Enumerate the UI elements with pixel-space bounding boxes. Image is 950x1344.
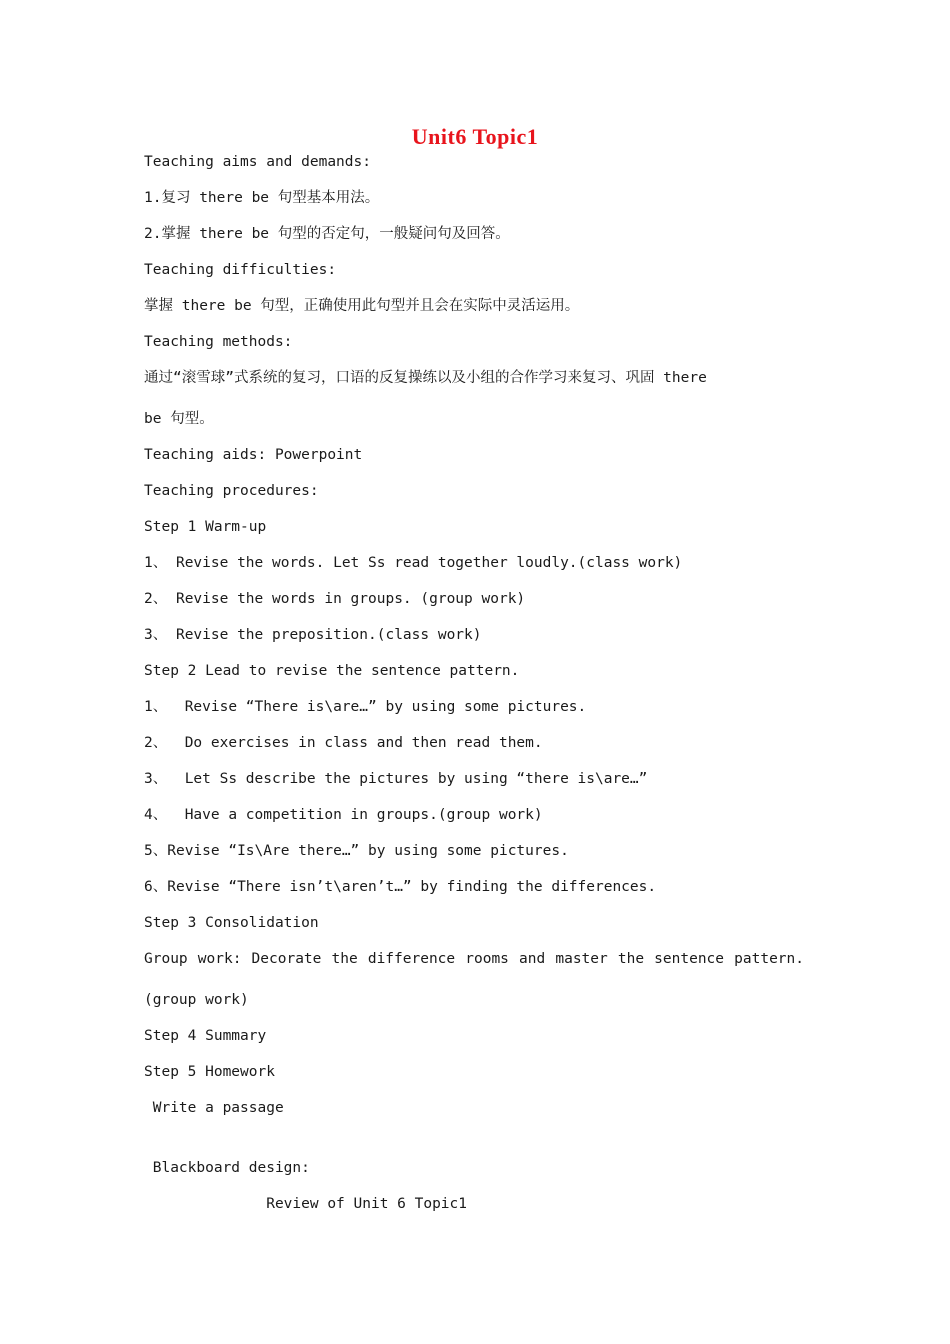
step-2-item-5: 5、Revise “Is\Are there…” by using some pictures. (144, 843, 569, 859)
document-title: Unit6 Topic1 (411, 124, 539, 149)
step-2-heading: Step 2 Lead to revise the sentence pattern. (144, 663, 520, 679)
teaching-aims-heading: Teaching aims and demands: (144, 154, 371, 170)
step-2-item-2: 2、 Do exercises in class and then read them. (144, 735, 543, 751)
step-4-heading: Step 4 Summary (144, 1028, 267, 1044)
step-3-group-work-line-2: (group work) (144, 992, 249, 1008)
methods-text-line-2: be 句型。 (144, 411, 214, 427)
step-2-item-6: 6、Revise “There isn’t\aren’t…” by finding the differences. (144, 879, 657, 895)
step-5-heading: Step 5 Homework (144, 1064, 275, 1080)
aim-1: 1.复习 there be 句型基本用法。 (144, 190, 380, 206)
homework-text: Write a passage (144, 1100, 284, 1116)
aim-2: 2.掌握 there be 句型的否定句，一般疑问句及回答。 (144, 226, 510, 242)
blackboard-design-heading: Blackboard design: (144, 1160, 310, 1176)
blackboard-design-title: Review of Unit 6 Topic1 (144, 1196, 468, 1212)
step-1-heading: Step 1 Warm-up (144, 519, 267, 535)
step-1-item-1: 1、 Revise the words. Let Ss read together loudly.(class work) (144, 555, 683, 571)
teaching-aids: Teaching aids: Powerpoint (144, 447, 363, 463)
difficulty-text: 掌握 there be 句型，正确使用此句型并且会在实际中灵活运用。 (144, 298, 580, 314)
step-1-item-2: 2、 Revise the words in groups. (group work) (144, 591, 526, 607)
teaching-procedures-heading: Teaching procedures: (144, 483, 319, 499)
methods-text-line-1: 通过“滚雪球”式系统的复习，口语的反复操练以及小组的合作学习来复习、巩固 there (144, 370, 707, 386)
teaching-methods-heading: Teaching methods: (144, 334, 293, 350)
step-2-item-3: 3、 Let Ss describe the pictures by using “there is\are…” (144, 771, 648, 787)
step-3-group-work-line-1: Group work: Decorate the difference rooms and master the sentence pattern. (144, 951, 804, 967)
step-3-heading: Step 3 Consolidation (144, 915, 319, 931)
step-2-item-4: 4、 Have a competition in groups.(group work) (144, 807, 543, 823)
step-1-item-3: 3、 Revise the preposition.(class work) (144, 627, 482, 643)
step-2-item-1: 1、 Revise “There is\are…” by using some pictures. (144, 699, 587, 715)
teaching-difficulties-heading: Teaching difficulties: (144, 262, 337, 278)
